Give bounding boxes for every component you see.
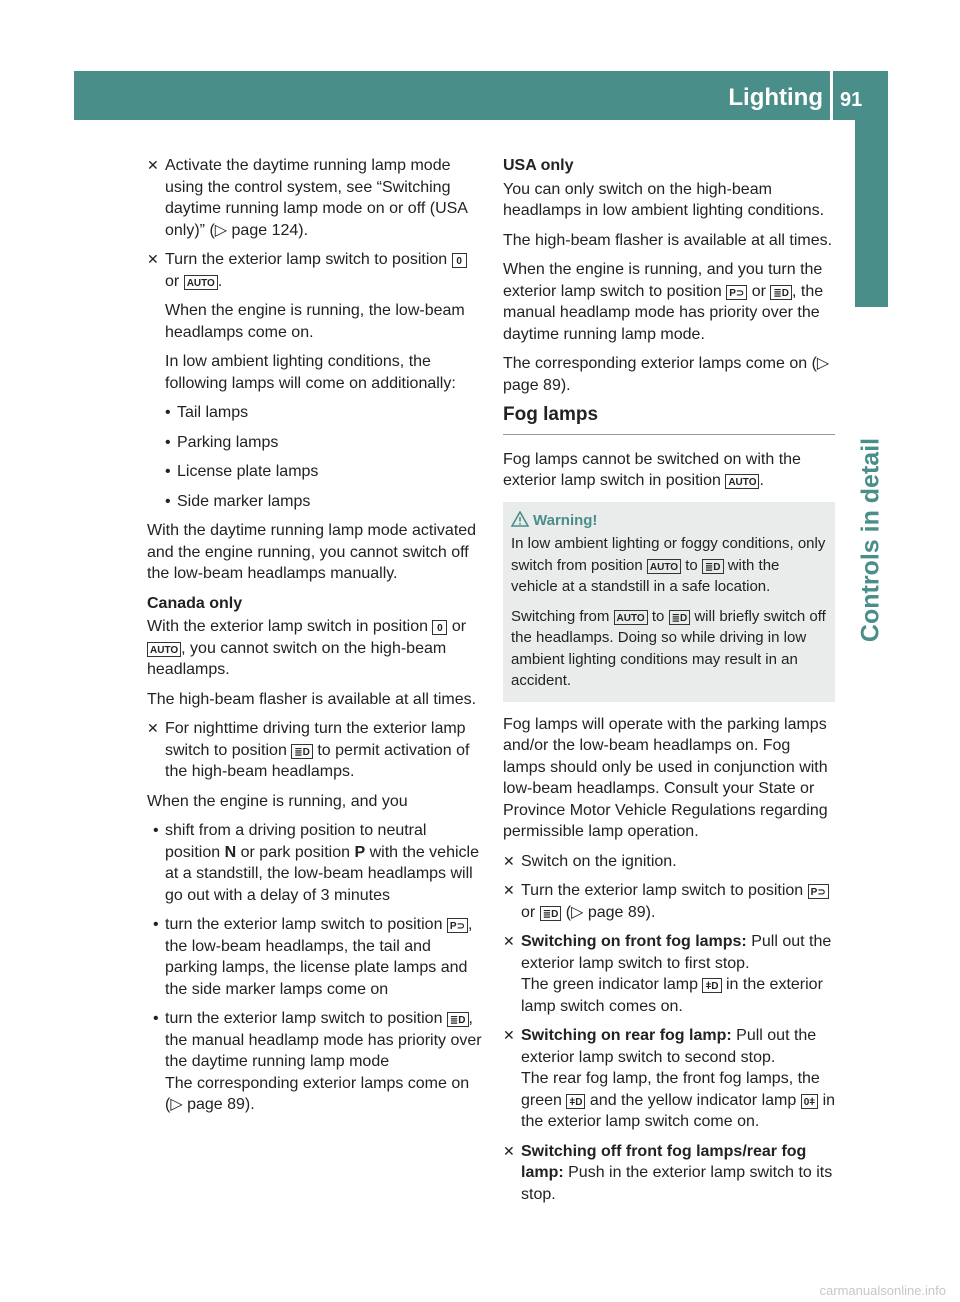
front-fog-lamp-icon: ǂD <box>702 978 721 993</box>
instruction-step: ✕ For nighttime driving turn the exterior lamp switch to position ≣D to permit activation of the high-beam headlamps. <box>147 720 470 780</box>
instruction-step: ✕ Switch on the ignition. <box>503 851 835 873</box>
section-heading: Fog lamps <box>503 404 835 435</box>
lowbeam-icon: ≣D <box>669 610 691 625</box>
list-item: • Parking lamps <box>147 432 484 454</box>
paragraph: Switching from AUTO to ≣D will briefly switch off the headlamps. Doing so while driving in low ambient lighting conditions may result in an accident. <box>511 607 826 689</box>
step-arrow-icon: ✕ <box>503 1142 515 1159</box>
step-arrow-icon: ✕ <box>147 720 159 736</box>
switch-zero-icon: 0 <box>452 253 467 268</box>
step-arrow-icon: ✕ <box>503 1027 515 1043</box>
paragraph: Fog lamps will operate with the parking lamps and/or the low-beam headlamps on. Fog lamps should only be used in conjunction with low-beam headlamps. Consult your State or Province Motor Vehicle Regulations regarding permissible lamp operation. <box>503 715 828 840</box>
parking-lamp-icon: P⊃ <box>726 285 747 300</box>
paragraph: With the daytime running lamp mode activated and the engine running, you cannot switch off the low-beam headlamps manually. <box>147 522 477 582</box>
subheading: Canada only <box>147 594 243 612</box>
switch-auto-icon: AUTO <box>147 642 181 657</box>
step-arrow-icon: ✕ <box>503 882 515 898</box>
step-arrow-icon: ✕ <box>147 157 159 173</box>
list-item: • License plate lamps <box>147 461 484 483</box>
list-item: • Tail lamps <box>147 402 484 424</box>
list-item: • turn the exterior lamp switch to position P⊃ , the low-beam headlamps, the tail and parking lamps, the license plate lamps and the side marker lamps come on <box>153 916 473 998</box>
warning-triangle-icon <box>511 511 529 527</box>
instruction-step: ✕ Switching on front fog lamps: Pull out the exterior lamp switch to first stop. The green indicator lamp ǂD in the exterior lamp switch comes on. <box>503 933 832 1015</box>
lowbeam-icon: ≣D <box>291 744 313 759</box>
step-arrow-icon: ✕ <box>503 933 515 949</box>
lowbeam-icon: ≣D <box>702 559 724 574</box>
bullet-icon: • <box>165 433 171 451</box>
instruction-step: ✕ Turn the exterior lamp switch to position 0 or AUTO . <box>147 249 484 292</box>
bullet-icon: • <box>165 404 171 421</box>
paragraph: When the engine is running, and you <box>147 792 408 810</box>
parking-lamp-icon: P⊃ <box>447 918 468 933</box>
bullet-icon: • <box>153 822 159 839</box>
bullet-icon: • <box>153 916 159 933</box>
switch-auto-icon: AUTO <box>614 610 648 625</box>
paragraph: The corresponding exterior lamps come on (▷ page 89). <box>503 355 830 394</box>
left-column <box>147 155 484 1124</box>
instruction-step: ✕ Switching on rear fog lamp: Pull out the exterior lamp switch to second stop. The rear fog lamp, the front fog lamps, the green ǂD and the yellow indicator lamp 0ǂ in the exterior lamp switch come on. <box>503 1027 836 1130</box>
paragraph: With the exterior lamp switch in position 0 or AUTO , you cannot switch on the high-beam headlamps. <box>147 618 467 678</box>
lowbeam-icon: ≣D <box>770 285 792 300</box>
paragraph: In low ambient lighting or foggy conditions, only switch from position AUTO to ≣D with the vehicle at a standstill in a safe location. <box>511 535 826 595</box>
bullet-icon: • <box>153 1010 159 1027</box>
step-arrow-icon: ✕ <box>147 251 159 267</box>
parking-lamp-icon: P⊃ <box>808 884 829 899</box>
header-separator <box>830 71 833 120</box>
paragraph: You can only switch on the high-beam headlamps in low ambient lighting conditions. <box>503 180 825 219</box>
lowbeam-icon: ≣D <box>447 1012 469 1027</box>
side-tab <box>855 120 888 307</box>
bullet-icon: • <box>165 463 171 480</box>
lowbeam-icon: ≣D <box>540 906 562 921</box>
switch-auto-icon: AUTO <box>647 559 681 574</box>
instruction-step: ✕ Switching off front fog lamps/rear fog lamp: Push in the exterior lamp switch to its stop. <box>503 1142 833 1203</box>
paragraph: When the engine is running, the low-beam headlamps come on. <box>165 302 465 341</box>
subheading: USA only <box>503 157 574 174</box>
instruction-step: ✕ Turn the exterior lamp switch to position P⊃ or ≣D (▷ page 89). <box>503 880 835 923</box>
side-tab-label: Controls in detail <box>856 437 885 643</box>
front-fog-lamp-icon: ǂD <box>566 1094 585 1109</box>
switch-auto-icon: AUTO <box>184 275 218 290</box>
switch-auto-icon: AUTO <box>725 474 759 489</box>
page-number: 91 <box>840 89 863 111</box>
bullet-icon: • <box>165 492 171 510</box>
warning-title: Warning! <box>511 510 827 532</box>
rear-fog-lamp-icon: 0ǂ <box>801 1094 818 1109</box>
paragraph: In low ambient lighting conditions, the following lamps will come on additionally: <box>165 353 456 392</box>
list-item: • Side marker lamps <box>147 491 484 513</box>
paragraph: When the engine is running, and you turn the exterior lamp switch to position P⊃ or ≣D , the manual headlamp mode has priority over the daytime running lamp mode. <box>503 261 824 343</box>
list-item: • shift from a driving position to neutral position N or park position P with the vehicle at a standstill, the low-beam headlamps will go out with a delay of 3 minutes <box>153 822 479 904</box>
page-title: Lighting <box>728 84 823 111</box>
instruction-step: ✕ Activate the daytime running lamp mode using the control system, see “Switching daytime running lamp mode on or off (USA only)” (▷ page 124). <box>147 157 468 239</box>
step-arrow-icon: ✕ <box>503 852 515 869</box>
paragraph: The high-beam flasher is available at all times. <box>503 231 833 249</box>
paragraph: Fog lamps cannot be switched on with the exterior lamp switch in position AUTO . <box>503 450 801 489</box>
right-column <box>503 155 835 1213</box>
warning-box <box>503 502 835 702</box>
list-item: • turn the exterior lamp switch to position ≣D , the manual headlamp mode has priority over the daytime running lamp mode The corresponding exterior lamps come on (▷ page 89). <box>153 1010 482 1113</box>
footer-watermark: carmanualsonline.info <box>819 1283 946 1298</box>
paragraph: The high-beam flasher is available at all times. <box>147 690 477 708</box>
switch-zero-icon: 0 <box>432 620 447 635</box>
